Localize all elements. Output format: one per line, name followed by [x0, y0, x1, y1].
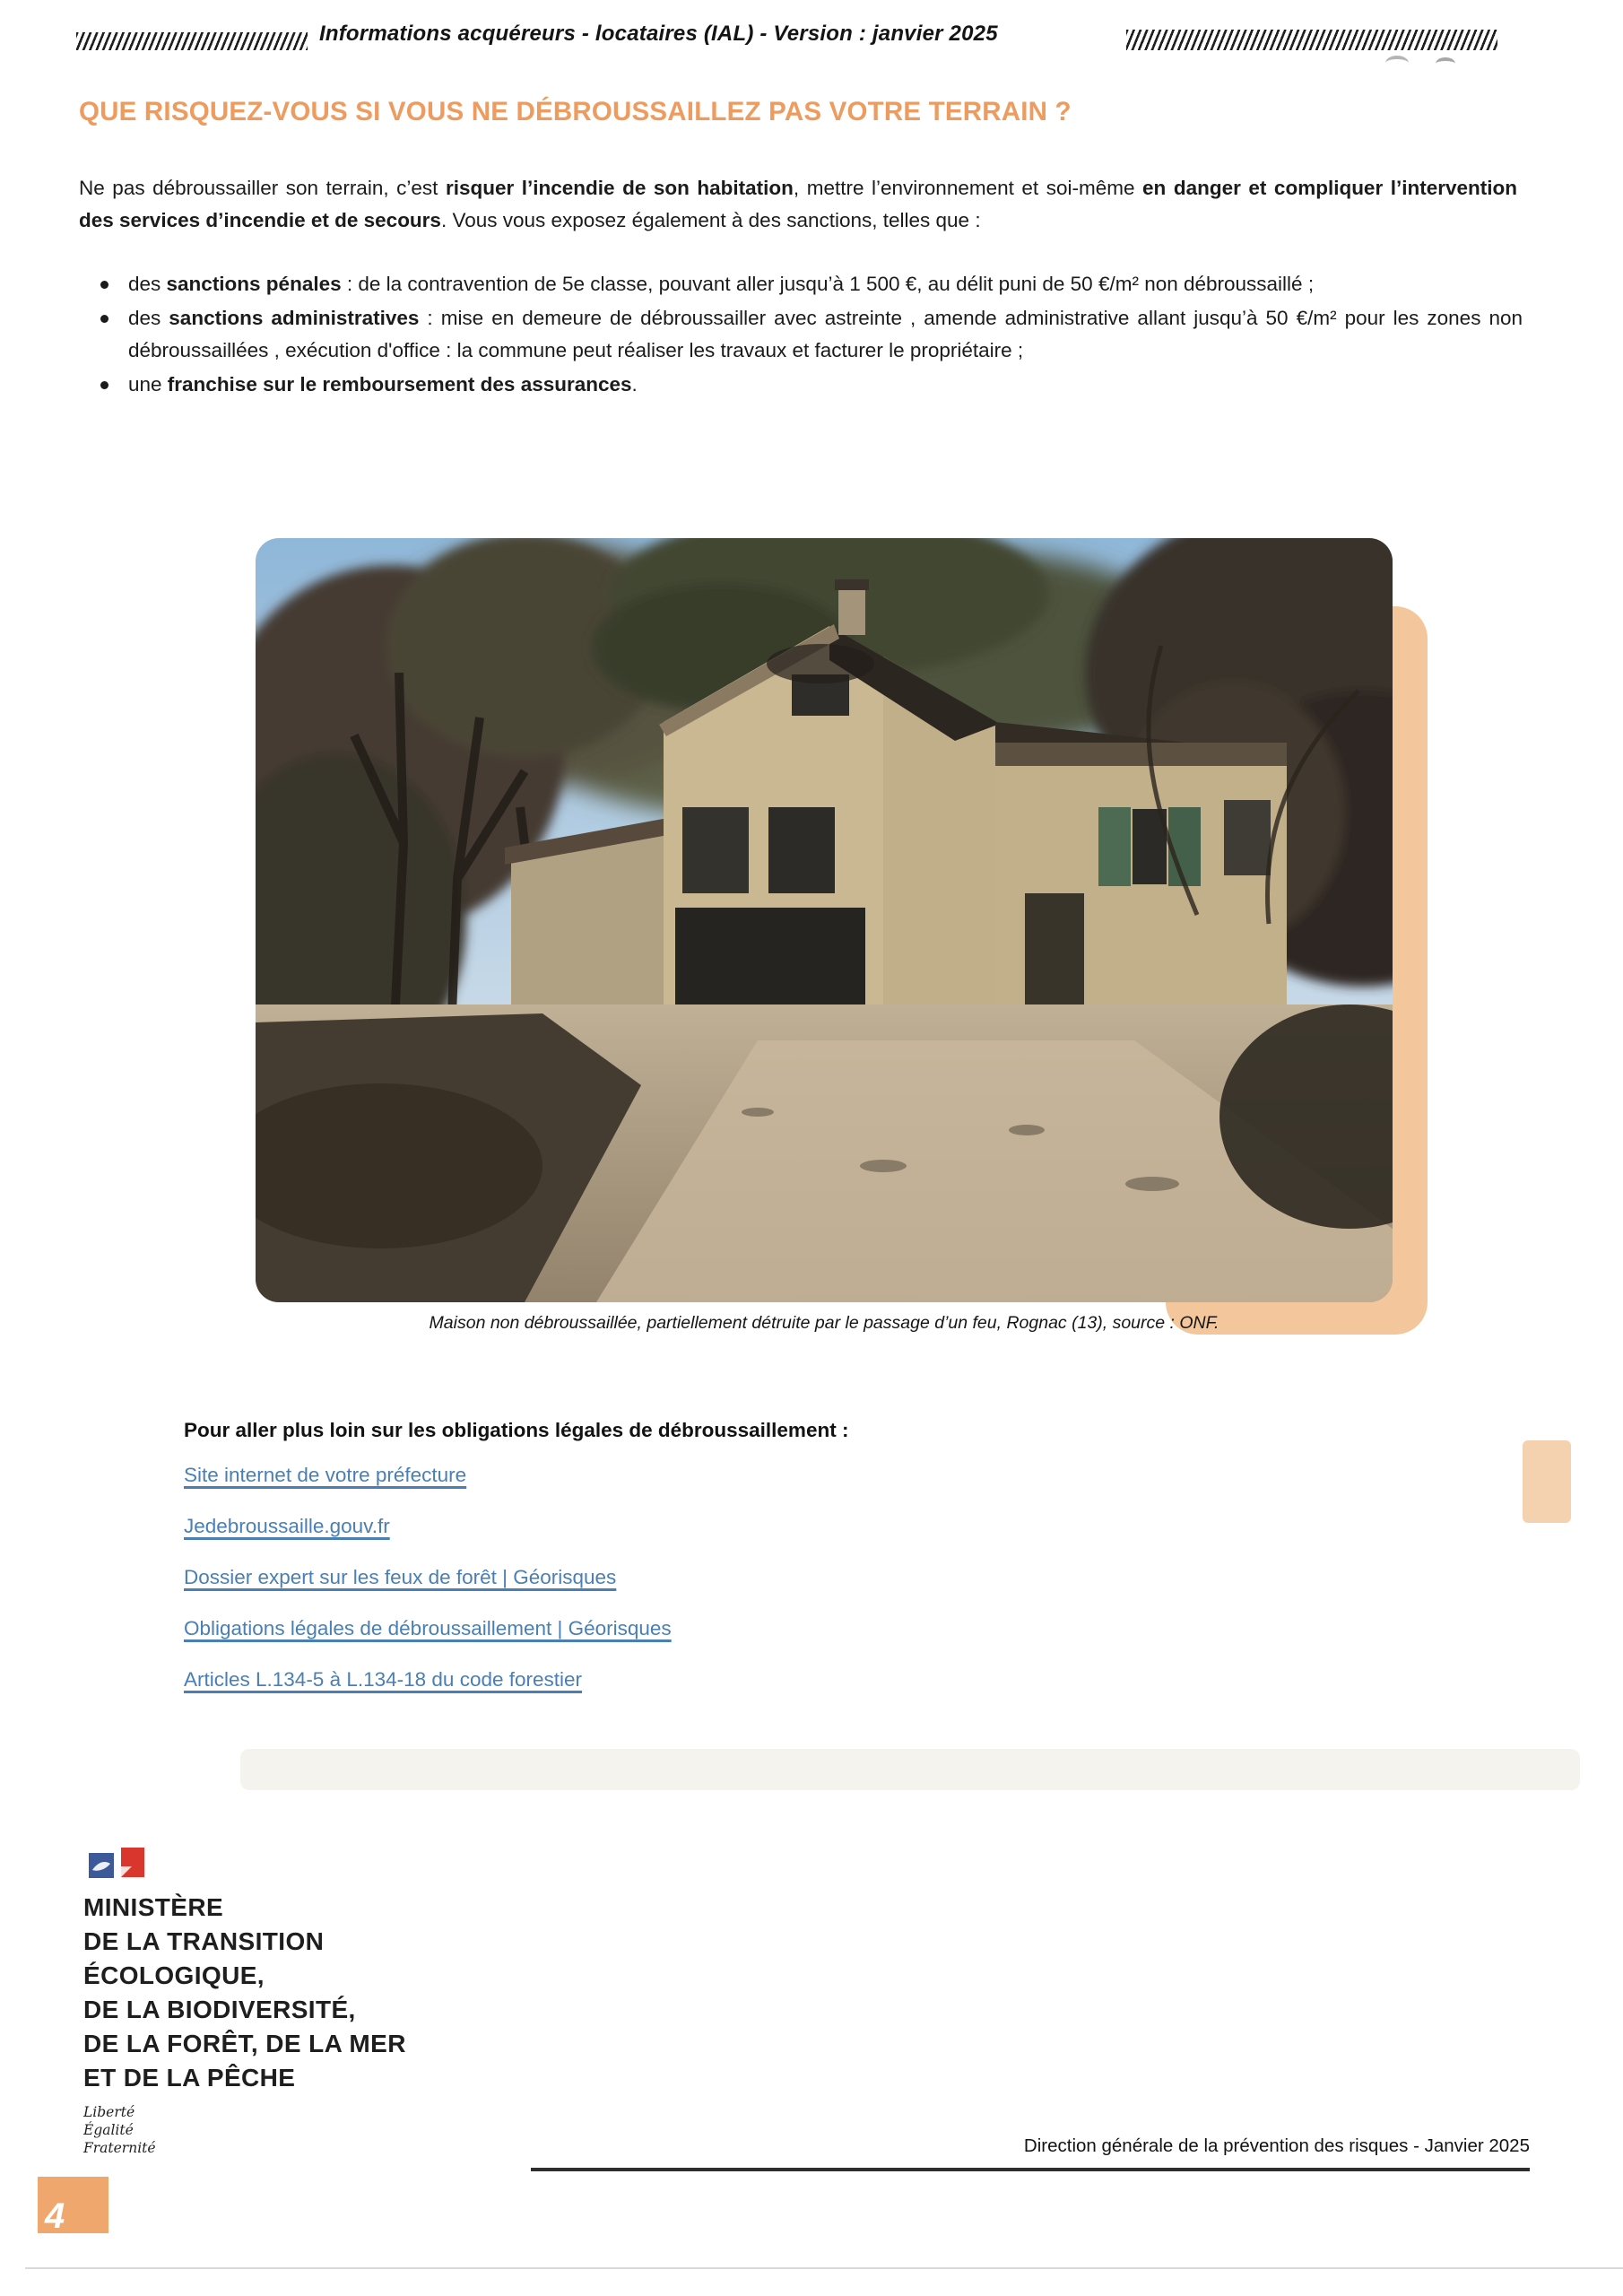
- hatch-decoration-right-icon: [1126, 30, 1497, 50]
- ministry-block: [83, 1846, 406, 2157]
- scan-artifact-band: [240, 1749, 1580, 1790]
- bullet-icon: [100, 281, 108, 289]
- footer-rule: [531, 2168, 1530, 2171]
- page-number: 4: [45, 2196, 65, 2236]
- photo-caption: Maison non débroussaillée, partiellement détruite par le passage d’un feu, Rognac (13), source : ONF.: [429, 1313, 1219, 1333]
- ministry-line: ET DE LA PÊCHE: [83, 2064, 296, 2092]
- list-item: [93, 302, 1523, 367]
- republic-motto: [83, 2103, 406, 2157]
- motto-line: Fraternité: [83, 2140, 156, 2156]
- bullet-text: .: [631, 373, 638, 396]
- list-item-text: [128, 268, 1523, 300]
- scan-edge-line: [25, 2267, 1623, 2269]
- ministry-line: DE LA TRANSITION: [83, 1927, 325, 1955]
- footer-text: Direction générale de la prévention des risques - Janvier 2025: [1023, 2135, 1530, 2156]
- intro-paragraph: [79, 172, 1517, 237]
- scan-smudge: [1436, 57, 1455, 70]
- bullet-text: : mise en demeure de débroussailler avec astreinte , amende administrative allant jusqu’à 50 €/m² pour les zones non débroussaillées , exécution d'office : la commune peut réaliser les travaux et facturer le propriétaire ;: [128, 307, 1523, 361]
- link-jedebroussaille[interactable]: Jedebroussaille.gouv.fr: [184, 1515, 390, 1537]
- burned-house-illustration: [256, 538, 1393, 1302]
- bullet-bold: sanctions pénales: [166, 273, 342, 295]
- ministry-line: MINISTÈRE: [83, 1893, 224, 1921]
- intro-bold: risquer l’incendie de son habitation: [445, 177, 794, 199]
- ministry-name: [83, 1891, 406, 2095]
- bullet-bold: sanctions administratives: [169, 307, 420, 329]
- link-obligations-georisques[interactable]: Obligations légales de débroussaillement | Géorisques: [184, 1617, 672, 1639]
- page-title: QUE RISQUEZ-VOUS SI VOUS NE DÉBROUSSAILLEZ PAS VOTRE TERRAIN ?: [79, 97, 1072, 126]
- motto-line: Égalité: [83, 2122, 134, 2138]
- bullet-icon: [100, 315, 108, 323]
- further-reading-section: [184, 1419, 1170, 1719]
- french-government-logo-icon: [87, 1846, 150, 1882]
- intro-text: . Vous vous exposez également à des sanctions, telles que :: [440, 209, 981, 231]
- peach-accent-bar: [1523, 1440, 1571, 1523]
- bullet-bold: franchise sur le remboursement des assurances: [167, 373, 632, 396]
- bullet-text: des: [128, 307, 169, 329]
- bullet-text: des: [128, 273, 167, 295]
- bullet-icon: [100, 381, 108, 389]
- link-dossier-expert-georisques[interactable]: Dossier expert sur les feux de forêt | Géorisques: [184, 1566, 617, 1588]
- ministry-line: ÉCOLOGIQUE,: [83, 1961, 265, 1989]
- hatch-decoration-left-icon: [76, 32, 308, 50]
- intro-text: Ne pas débroussailler son terrain, c’est: [79, 177, 446, 199]
- page-number-badge: [38, 2177, 108, 2236]
- intro-text: , mettre l’environnement et soi-même: [793, 177, 1143, 199]
- ministry-line: DE LA BIODIVERSITÉ,: [83, 1996, 356, 2023]
- header-text: Informations acquéreurs - locataires (IAL) - Version : janvier 2025: [319, 22, 998, 46]
- bullet-text: une: [128, 373, 168, 396]
- motto-line: Liberté: [83, 2104, 135, 2120]
- link-prefecture-website[interactable]: Site internet de votre préfecture: [184, 1464, 467, 1486]
- further-reading-heading: Pour aller plus loin sur les obligations légales de débroussaillement :: [184, 1419, 849, 1441]
- scan-smudge: [1385, 56, 1409, 71]
- list-item: [93, 268, 1523, 300]
- burned-house-photo: [256, 538, 1393, 1302]
- ministry-line: DE LA FORÊT, DE LA MER: [83, 2030, 406, 2057]
- bullet-text: : de la contravention de 5e classe, pouvant aller jusqu’à 1 500 €, au délit puni de 50 €/m² non débroussaillé ;: [341, 273, 1315, 295]
- link-code-forestier[interactable]: Articles L.134-5 à L.134-18 du code forestier: [184, 1668, 583, 1691]
- sanctions-list: [93, 268, 1523, 403]
- intro-bold: en danger et compliquer l’intervention des services d’incendie et de secours: [79, 177, 1518, 231]
- list-item-text: [128, 302, 1523, 367]
- list-item: [93, 369, 1523, 401]
- list-item-text: [128, 369, 1523, 401]
